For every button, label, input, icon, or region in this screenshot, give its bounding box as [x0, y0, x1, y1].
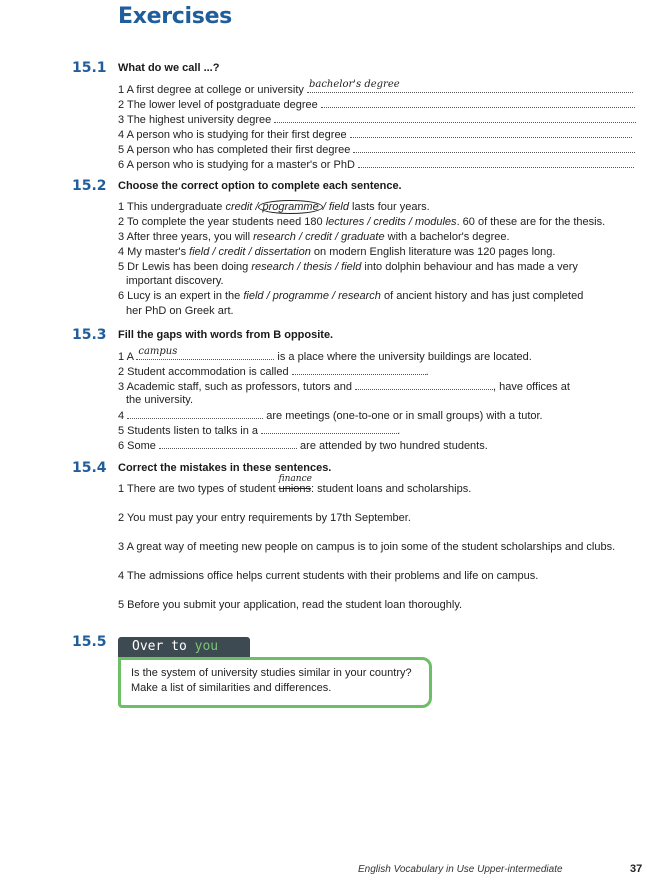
exercise-instruction: Fill the gaps with words from B opposite. — [118, 329, 334, 341]
answer-blank[interactable] — [261, 423, 397, 434]
answer-blank[interactable] — [358, 157, 634, 168]
page-number: 37 — [630, 863, 643, 875]
exercise-number: 15.3 — [72, 327, 107, 343]
gap-sentence-2: 2 Student accommodation is called . — [118, 366, 429, 378]
exercise-instruction: What do we call ...? — [118, 62, 220, 74]
mistake-sentence-2: 2 You must pay your entry requirements by 17th September. — [118, 512, 411, 524]
gap-sentence-3-cont: the university. — [126, 394, 194, 406]
question-6 — [118, 157, 634, 172]
handwritten-correction: finance — [278, 474, 312, 484]
sentence-1: 1 This undergraduate credit / programme / field lasts four years. — [118, 201, 430, 213]
mistake-sentence-1: 1 There are two types of student unions finance : student loans and scholarships. — [118, 474, 472, 495]
answer-blank[interactable] — [350, 127, 632, 138]
over-to-you-tab: Over to you — [118, 637, 250, 657]
exercise-instruction: Correct the mistakes in these sentences. — [118, 462, 332, 474]
page-title: Exercises — [118, 4, 232, 29]
prompt-line-2: Make a list of similarities and differences. — [131, 682, 332, 694]
question-text: 4 A person who is studying for their first degree — [118, 129, 347, 141]
sentence-4: 4 My master's field / credit / dissertation on modern English literature was 120 pages long. — [118, 246, 556, 258]
answer-blank[interactable] — [274, 112, 636, 123]
answer-blank[interactable] — [353, 142, 635, 153]
answer-blank[interactable] — [321, 97, 635, 108]
exercise-number: 15.2 — [72, 178, 107, 194]
exercise-number-15-5: 15.5 — [72, 634, 107, 650]
sentence-6-cont: her PhD on Greek art. — [126, 305, 234, 317]
question-text: 1 A first degree at college or university — [118, 84, 304, 96]
circled-answer: programme — [258, 200, 322, 214]
exercise-instruction: Choose the correct option to complete each sentence. — [118, 180, 402, 192]
answer-blank[interactable] — [307, 79, 633, 93]
sentence-5-cont: important discovery. — [126, 275, 224, 287]
gap-sentence-4: 4 are meetings (one-to-one or in small groups) with a tutor. — [118, 410, 543, 422]
question-text: 5 A person who has completed their first degree — [118, 144, 351, 156]
book-title-footer: English Vocabulary in Use Upper-intermediate — [358, 864, 563, 875]
answer-blank[interactable] — [136, 346, 274, 360]
sentence-2: 2 To complete the year students need 180 lectures / credits / modules. 60 of these are for the thesis. — [118, 216, 606, 228]
handwritten-answer: campus — [138, 346, 178, 357]
question-2 — [118, 97, 635, 112]
sentence-5: 5 Dr Lewis has been doing research / thesis / field into dolphin behaviour and has made a very — [118, 261, 578, 273]
question-text: 2 The lower level of postgraduate degree — [118, 99, 318, 111]
question-text: 6 A person who is studying for a master's or PhD — [118, 159, 355, 171]
gap-sentence-6: 6 Some are attended by two hundred students. — [118, 440, 488, 452]
question-text: 3 The highest university degree — [118, 114, 272, 126]
answer-blank[interactable] — [159, 438, 297, 449]
gap-sentence-1: 1 A campus is a place where the university buildings are located. — [118, 346, 532, 363]
question-1 — [118, 79, 633, 97]
gap-sentence-3: 3 Academic staff, such as professors, tutors and , have offices at — [118, 381, 570, 393]
mistake-sentence-4: 4 The admissions office helps current students with their problems and life on campus. — [118, 570, 539, 582]
question-5 — [118, 142, 635, 157]
mistake-sentence-3: 3 A great way of meeting new people on campus is to join some of the student scholarships and clubs. — [118, 541, 616, 553]
handwritten-answer: bachelor's degree — [308, 79, 400, 90]
answer-blank[interactable] — [292, 364, 426, 375]
question-4 — [118, 127, 632, 142]
answer-blank[interactable] — [355, 379, 493, 390]
sentence-6: 6 Lucy is an expert in the field / programme / research of ancient history and has just completed — [118, 290, 584, 302]
crossed-out-word: unions finance — [278, 474, 312, 495]
exercise-number: 15.4 — [72, 460, 107, 476]
gap-sentence-5: 5 Students listen to talks in a . — [118, 425, 401, 437]
mistake-sentence-5: 5 Before you submit your application, read the student loan thoroughly. — [118, 599, 463, 611]
answer-blank[interactable] — [127, 408, 263, 419]
question-3 — [118, 112, 636, 127]
exercise-number: 15.1 — [72, 60, 107, 76]
sentence-3: 3 After three years, you will research / credit / graduate with a bachelor's degree. — [118, 231, 510, 243]
prompt-line-1: Is the system of university studies similar in your country? — [131, 667, 412, 679]
over-to-you-box — [118, 657, 432, 708]
